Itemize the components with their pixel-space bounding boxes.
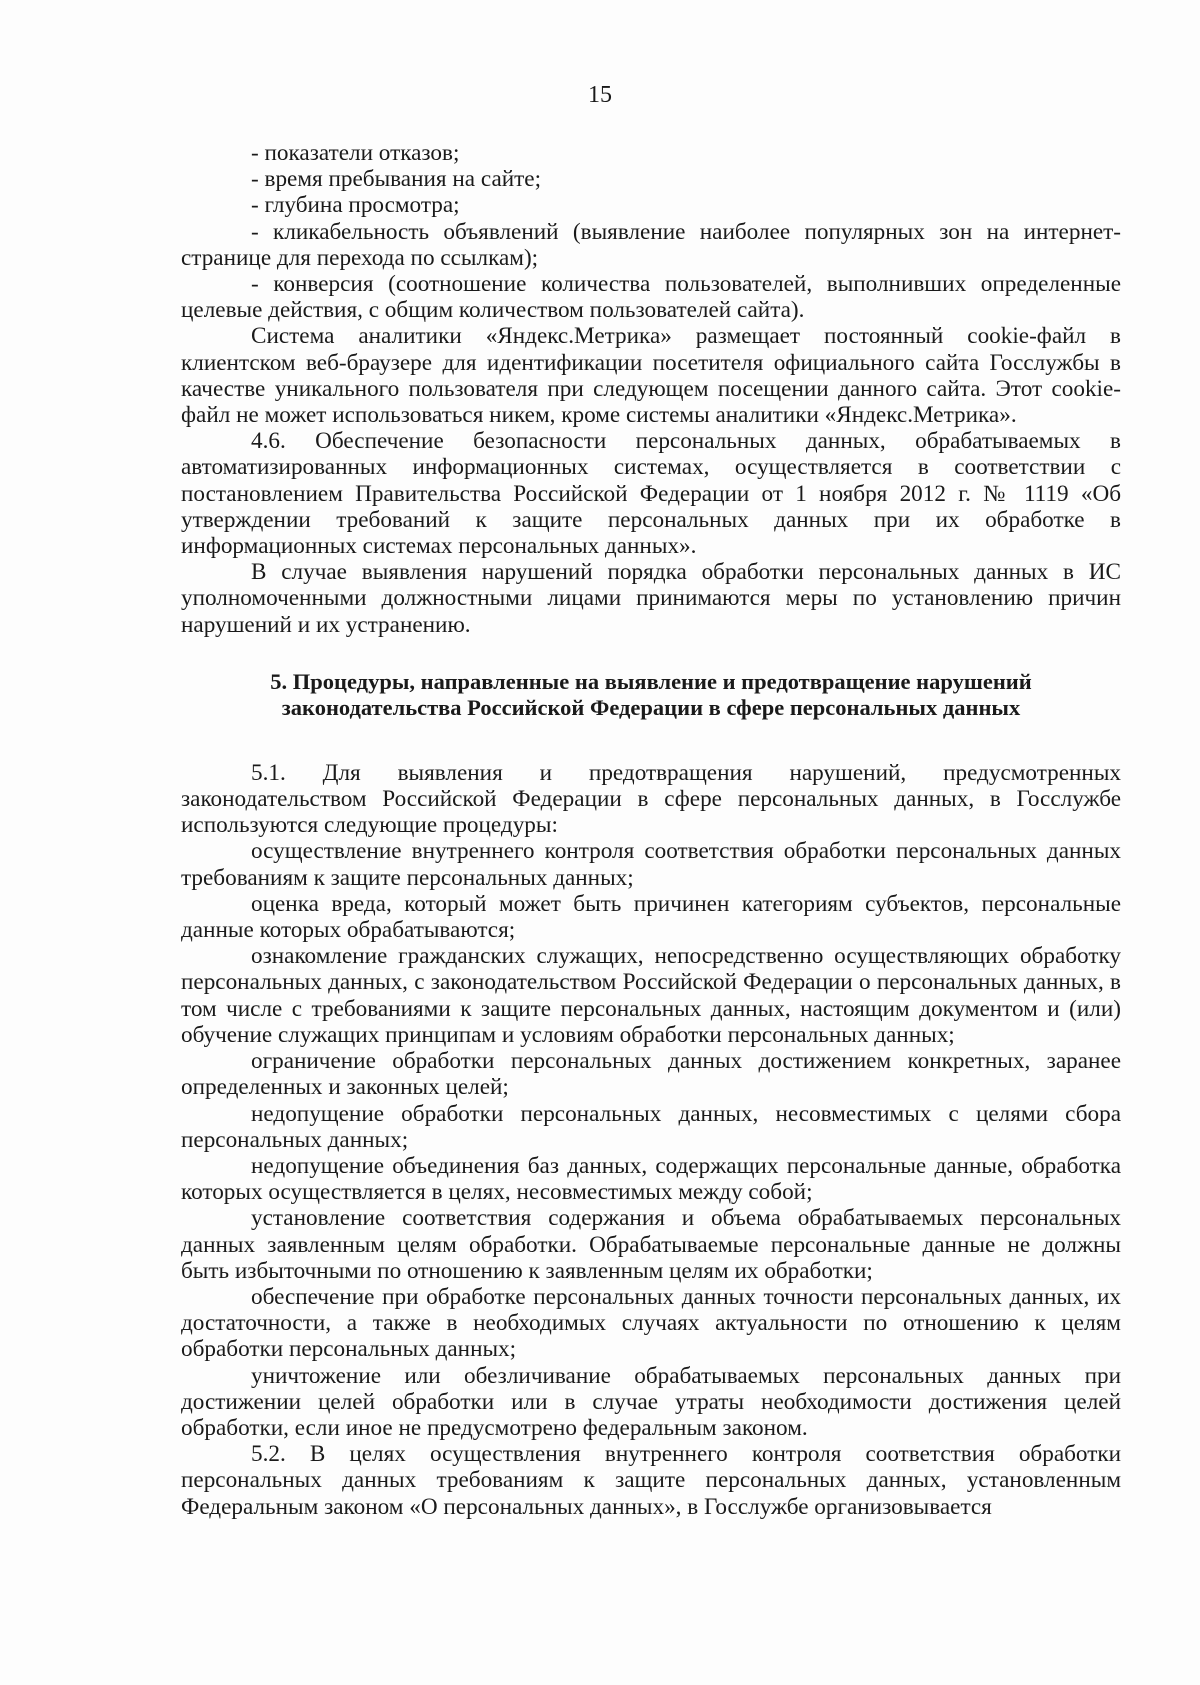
paragraph: 5.1. Для выявления и предотвращения нарушений, предусмотренных законодательством Российской Федерации в сфере персональных данных, в Госслужбе используются следующие процедуры: (181, 759, 1121, 839)
paragraph: - глубина просмотра; (251, 192, 460, 219)
list-item: ограничение обработки персональных данных достижением конкретных, заранее определенных и законных целей; (181, 1048, 1121, 1101)
list-item: недопущение обработки персональных данных, несовместимых с целями сбора персональных данных; (181, 1100, 1121, 1153)
list-item: установление соответствия содержания и объема обрабатываемых персональных данных заявленным целям обработки. Обрабатываемые персональные данные не должны быть избыточными по отношению к заявленным целям их обработки; (181, 1205, 1121, 1284)
paragraph: - кликабельность объявлений (выявление наиболее популярных зон на интернет-странице для перехода по ссылкам); (181, 218, 1121, 271)
paragraph: - время пребывания на сайте; (251, 166, 542, 193)
paragraph: - показатели отказов; (251, 140, 460, 166)
list-item: обеспечение при обработке персональных данных точности персональных данных, их достаточности, а также в необходимых случаях актуальности по отношению к целям обработки персональных данных; (181, 1283, 1121, 1363)
paragraph: В случае выявления нарушений порядка обработки персональных данных в ИС уполномоченными должностными лицами принимаются меры по установлению причин нарушений и их устранению. (181, 559, 1121, 638)
list-item: осуществление внутреннего контроля соответствия обработки персональных данных требованиям к защите персональных данных; (181, 838, 1121, 891)
list-item: недопущение объединения баз данных, содержащих персональные данные, обработка которых осуществляется в целях, несовместимых между собой; (181, 1152, 1121, 1206)
document-body (181, 140, 1121, 1520)
section-heading (181, 669, 1121, 722)
page-number: 15 (588, 82, 612, 108)
paragraph: Система аналитики «Яндекс.Метрика» размещает постоянный cookie-файл в клиентском веб-браузере для идентификации посетителя официального сайта Госслужбы в качестве уникального пользователя при следующем посещении данного сайта. Этот cookie-файл не может использоваться никем, кроме системы аналитики «Яндекс.Метрика». (181, 323, 1121, 429)
list-item: ознакомление гражданских служащих, непосредственно осуществляющих обработку персональных данных, с законодательством Российской Федерации о персональных данных, в том числе с требованиями к защите персональных данных, настоящим документом и (или) обучение служащих принципам и условиям обработки персональных данных; (181, 943, 1121, 1048)
list-item: уничтожение или обезличивание обрабатываемых персональных данных при достижении целей обработки или в случае утраты необходимости достижения целей обработки, если иное не предусмотрено федеральным законом. (181, 1362, 1121, 1441)
list-item: оценка вреда, который может быть причинен категориям субъектов, персональные данные которых обрабатываются; (181, 890, 1121, 944)
paragraph: 5.2. В целях осуществления внутреннего контроля соответствия обработки персональных данных требованиям к защите персональных данных, установленным Федеральным законом «О персональных данных», в Госслужбе организовывается (181, 1441, 1121, 1520)
paragraph: - конверсия (соотношение количества пользователей, выполнивших определенные целевые действия, с общим количеством пользователей сайта). (181, 271, 1121, 324)
section-heading-line: 5. Процедуры, направленные на выявление и предотвращение нарушений (270, 668, 1032, 694)
paragraph: 4.6. Обеспечение безопасности персональных данных, обрабатываемых в автоматизированных информационных системах, осуществляется в соответствии с постановлением Правительства Российской Федерации от 1 ноября 2012 г. № 1119 «Об утверждении требований к защите персональных данных при их обработке в информационных системах персональных данных». (181, 428, 1121, 560)
section-heading-line: законодательства Российской Федерации в сфере персональных данных (281, 695, 1021, 721)
